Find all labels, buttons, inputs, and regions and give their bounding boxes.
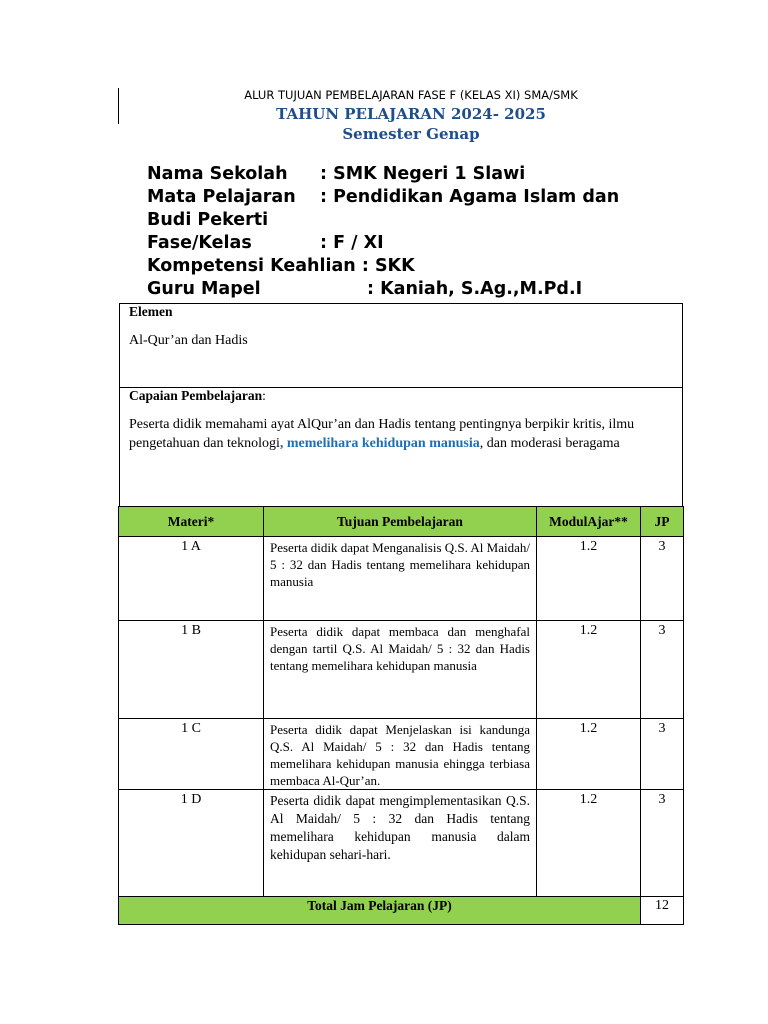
capaian-text bbox=[129, 415, 669, 453]
cell-materi: 1 C bbox=[119, 719, 264, 790]
cell-tujuan: Peserta didik dapat mengimplementasikan Q.S. Al Maidah/ 5 : 32 dan Hadis tentang memelihara kehidupan manusia dalam kehidupan sehari-hari. bbox=[264, 790, 537, 897]
cell-materi: 1 D bbox=[119, 790, 264, 897]
info-phase-value: : F / XI bbox=[320, 233, 384, 253]
total-label: Total Jam Pelajaran (JP) bbox=[119, 897, 641, 925]
capaian-title-wrap bbox=[129, 388, 266, 404]
cell-tujuan: Peserta didik dapat membaca dan menghafal dengan tartil Q.S. Al Maidah/ 5 : 32 dan Hadis tentang memelihara kehidupan manusia bbox=[264, 621, 537, 719]
info-phase bbox=[147, 233, 384, 253]
learning-goals-table bbox=[118, 506, 684, 925]
info-school bbox=[147, 164, 525, 184]
cell-materi: 1 A bbox=[119, 537, 264, 621]
cell-jp: 3 bbox=[641, 790, 684, 897]
capaian-title: Capaian Pembelajaran bbox=[129, 388, 263, 403]
document-header-year: TAHUN PELAJARAN 2024- 2025 bbox=[276, 105, 546, 123]
info-competency-value: : SKK bbox=[361, 256, 415, 276]
info-teacher-label: Guru Mapel bbox=[147, 279, 261, 299]
info-subject-cont: Budi Pekerti bbox=[147, 210, 269, 230]
table-row bbox=[119, 719, 684, 790]
elemen-title: Elemen bbox=[129, 304, 173, 319]
header-modul: ModulAjar** bbox=[537, 507, 641, 537]
elemen-box bbox=[119, 303, 683, 388]
total-row bbox=[119, 897, 684, 925]
cell-tujuan: Peserta didik dapat Menganalisis Q.S. Al Maidah/ 5 : 32 dan Hadis tentang memelihara kehidupan manusia bbox=[264, 537, 537, 621]
info-competency-label: Kompetensi Keahlian bbox=[147, 256, 356, 276]
cell-tujuan: Peserta didik dapat Menjelaskan isi kandunga Q.S. Al Maidah/ 5 : 32 dan Hadis tentang memelihara kehidupan manusia ehingga terbiasa membaca Al-Qur’an. bbox=[264, 719, 537, 790]
header-jp: JP bbox=[641, 507, 684, 537]
capaian-colon: : bbox=[262, 388, 266, 403]
info-phase-label: Fase/Kelas bbox=[147, 233, 252, 253]
table-row bbox=[119, 537, 684, 621]
header-tujuan: Tujuan Pembelajaran bbox=[264, 507, 537, 537]
capaian-text-part1: Peserta didik memahami ayat AlQur’an dan Hadis tentang pentingnya berpikir kritis, ilmu pengetahuan dan teknologi bbox=[129, 417, 635, 451]
cell-modul: 1.2 bbox=[537, 719, 641, 790]
info-subject-label: Mata Pelajaran bbox=[147, 187, 296, 207]
cell-modul: 1.2 bbox=[537, 537, 641, 621]
cell-jp: 3 bbox=[641, 537, 684, 621]
cell-materi: 1 B bbox=[119, 621, 264, 719]
info-school-label: Nama Sekolah bbox=[147, 164, 288, 184]
table-row bbox=[119, 621, 684, 719]
info-competency bbox=[147, 256, 415, 276]
cell-modul: 1.2 bbox=[537, 621, 641, 719]
elemen-value: Al-Qur’an dan Hadis bbox=[129, 333, 248, 348]
header-materi: Materi* bbox=[119, 507, 264, 537]
info-teacher-value: : Kaniah, S.Ag.,M.Pd.I bbox=[367, 279, 583, 299]
capaian-text-part2: , dan moderasi beragama bbox=[479, 436, 620, 451]
capaian-box bbox=[119, 387, 683, 507]
info-subject bbox=[147, 187, 619, 207]
document-header-line1: ALUR TUJUAN PEMBELAJARAN FASE F (KELAS XI) SMA/SMK bbox=[244, 88, 578, 102]
cell-jp: 3 bbox=[641, 621, 684, 719]
capaian-text-highlight: , memelihara kehidupan manusia bbox=[279, 436, 480, 451]
total-value: 12 bbox=[641, 897, 684, 925]
document-header-semester: Semester Genap bbox=[342, 125, 480, 143]
table-row bbox=[119, 790, 684, 897]
info-teacher bbox=[147, 279, 582, 299]
cell-jp: 3 bbox=[641, 719, 684, 790]
info-school-value: : SMK Negeri 1 Slawi bbox=[320, 164, 526, 184]
cell-modul: 1.2 bbox=[537, 790, 641, 897]
info-subject-value: : Pendidikan Agama Islam dan bbox=[320, 187, 620, 207]
table-header-row bbox=[119, 507, 684, 537]
